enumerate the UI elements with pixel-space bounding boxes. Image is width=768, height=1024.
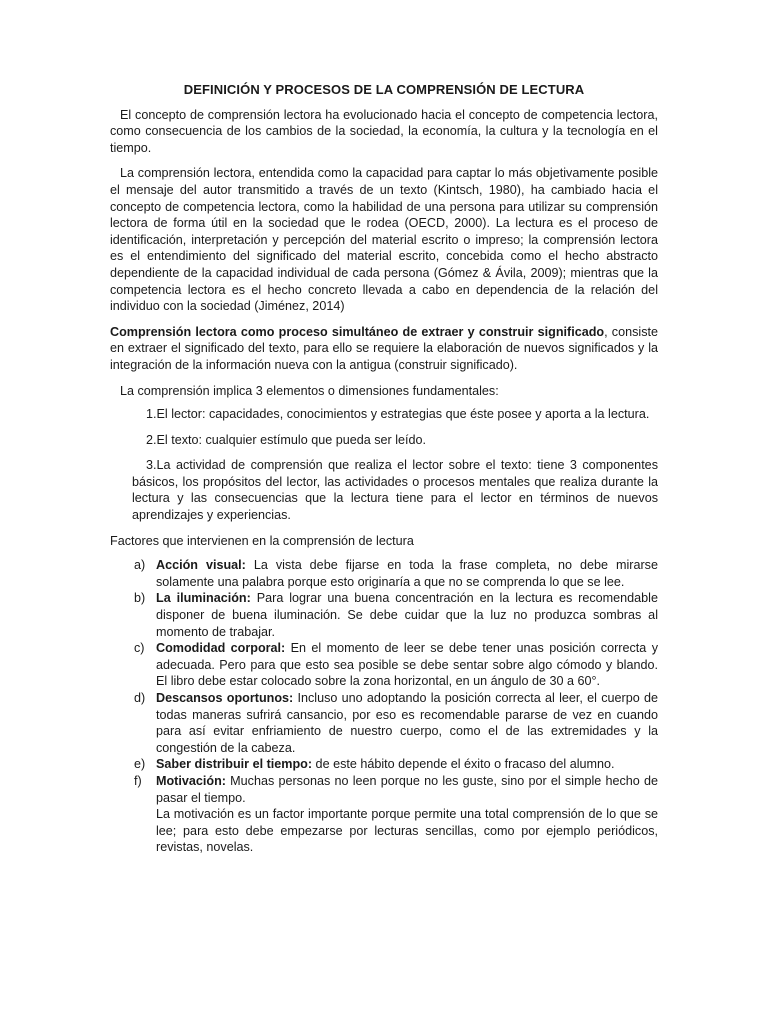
paragraph-proceso-simultaneo-body: , consiste en extraer el significado del texto, para ello se requiere la elaboración de nuevos significados y la integración de la información nueva con la antigua (construir significado).	[110, 324, 659, 372]
element-item-actividad: 3.La actividad de comprensión que realiza el lector sobre el texto: tiene 3 componentes básicos, los propósitos del lector, las actividades o procesos mentales que realiza durante la lectura y las consecuencias que la lectura tiene para el lector en términos de nuevos aprendizajes y experiencias.	[132, 458, 658, 523]
factor-item-tiempo	[110, 756, 658, 773]
factor-text: Para lograr una buena concentración en la lectura es recomendable disponer de buena iluminación. Se debe cuidar que la luz no produzca sombras al momento de trabajar.	[156, 591, 658, 639]
paragraph-competencia-lectora: El concepto de comprensión lectora ha evolucionado hacia el concepto de competencia lectora, como consecuencia de los cambios de la sociedad, la economía, la cultura y la tecnología en el tiempo.	[110, 107, 658, 155]
factor-term: Acción visual:	[156, 558, 246, 573]
factor-item-accion-visual	[110, 557, 658, 590]
factor-term: Motivación:	[156, 773, 226, 788]
factor-letter: d)	[134, 691, 146, 705]
paragraph-comprension-lectora: La comprensión lectora, entendida como la capacidad para captar lo más objetivamente posible el mensaje del autor transmitido a través de un texto (Kintsch, 1980), ha cambiado hacia el concepto de competencia lectora, como la habilidad de una persona para utilizar su comprensión lectora de forma útil en la sociedad que le rodea (OECD, 2000). La lectura es el proceso de identificación, interpretación y percepción del material escrito o impreso; la comprensión lectora es el entendimiento del significado del material escrito, concebida como el hecho abstracto dependiente de la capacidad individual de cada persona (Gómez & Ávila, 2009); mientras que la competencia lectora es el hecho concreto llevada a cabo en dependencia de la relación del individuo con la sociedad (Jiménez, 2014)	[110, 166, 658, 314]
factors-list	[110, 557, 658, 856]
factors-heading: Factores que intervienen en la comprensión de lectura	[110, 533, 414, 548]
factor-text: Muchas personas no leen porque no les guste, sino por el simple hecho de pasar el tiempo.	[156, 773, 658, 805]
document-title: DEFINICIÓN Y PROCESOS DE LA COMPRENSIÓN DE LECTURA	[183, 82, 585, 97]
factor-letter: f)	[134, 773, 142, 788]
factor-term: Saber distribuir el tiempo:	[156, 757, 313, 772]
factor-item-iluminacion	[110, 590, 658, 640]
factor-item-descansos	[110, 690, 658, 756]
factor-text: Incluso uno adoptando la posición correcta al leer, el cuerpo de todas maneras sufrirá cansancio, por eso es recomendable pararse de vez en cuando para así evitar enfriamiento de nuestro cuerpo, como el de las extremidades y la congestión de la cabeza.	[156, 691, 658, 755]
factor-letter: a)	[134, 558, 146, 573]
paragraph-elementos-intro: La comprensión implica 3 elementos o dimensiones fundamentales:	[120, 383, 499, 398]
factor-text: La vista debe fijarse en toda la frase completa, no debe mirarse solamente una palabra porque esto originaría a que no se comprenda lo que se lee.	[156, 558, 658, 589]
element-item-texto: 2.El texto: cualquier estímulo que pueda ser leído.	[146, 432, 427, 447]
factor-letter: b)	[134, 591, 146, 606]
factor-text: de este hábito depende el éxito o fracaso del alumno.	[312, 757, 615, 772]
paragraph-proceso-simultaneo	[110, 324, 658, 374]
paragraph-proceso-simultaneo-heading: Comprensión lectora como proceso simultáneo de extraer y construir significado	[110, 324, 605, 339]
factor-item-comodidad	[110, 640, 658, 690]
factor-term: Comodidad corporal:	[156, 641, 286, 656]
factor-letter: e)	[134, 757, 146, 772]
factor-letter: c)	[134, 641, 145, 656]
factor-item-motivacion	[110, 773, 658, 856]
factor-term: La iluminación:	[156, 591, 251, 606]
factor-extra-text: La motivación es un factor importante porque permite una total comprensión de lo que se lee; para esto debe empezarse por lecturas sencillas, como por ejemplo periódicos, revistas, novelas.	[156, 807, 658, 855]
factor-term: Descansos oportunos:	[156, 691, 294, 705]
element-item-lector: 1.El lector: capacidades, conocimientos y estrategias que éste posee y aporta a la lectura.	[146, 407, 650, 422]
factor-text: En el momento de leer se debe tener unas posición correcta y adecuada. Pero para que esto sea posible se debe sentar sobre algo cómodo y blando. El libro debe estar colocado sobre la zona horizontal, en un ángulo de 30 a 60°.	[156, 641, 658, 689]
